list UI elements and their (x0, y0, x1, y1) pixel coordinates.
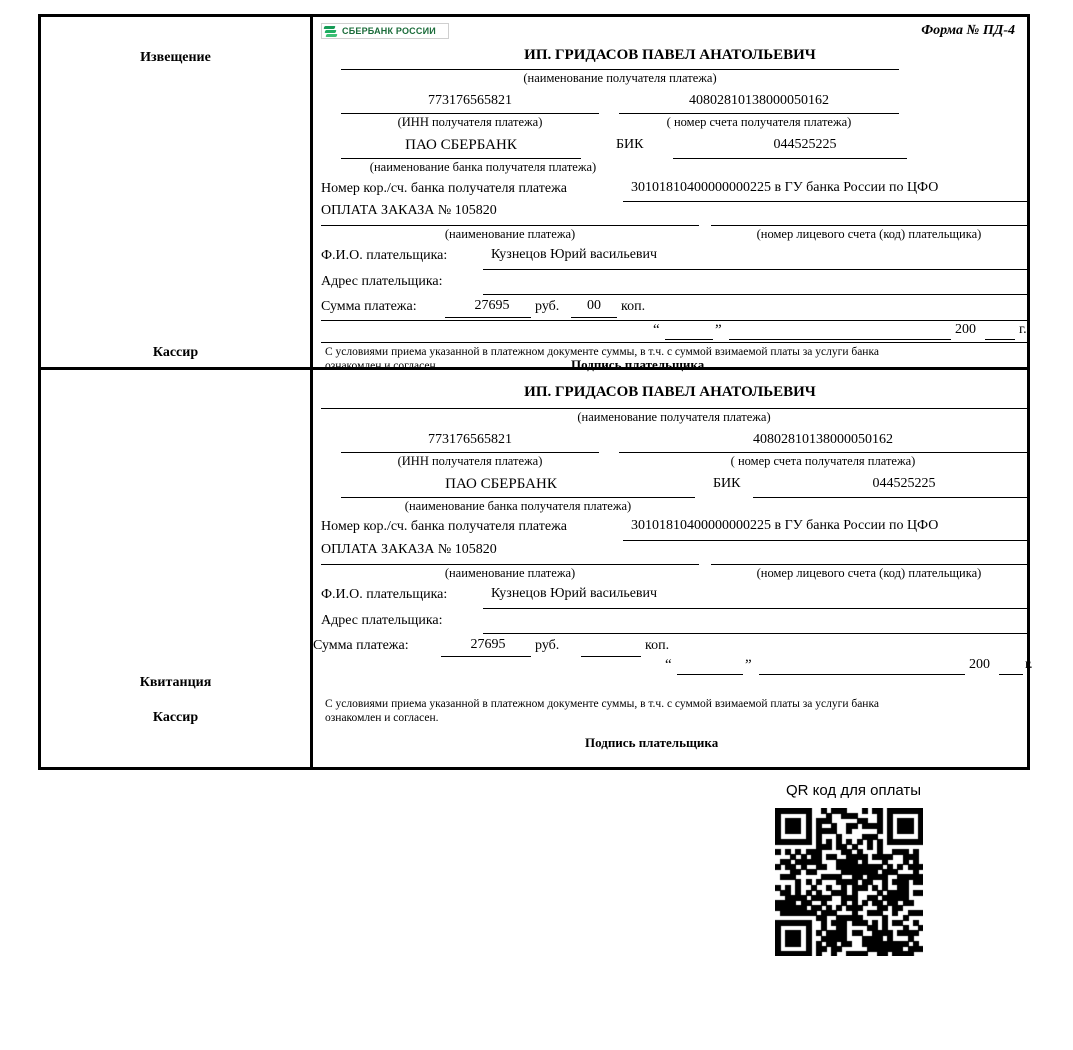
year-suffix-bottom: г. (1025, 656, 1033, 672)
account-caption-top: ( номер счета получателя платежа) (666, 115, 852, 129)
recipient-name-caption-top: (наименование получателя платежа) (523, 71, 717, 85)
date-day-rule-bottom (677, 674, 743, 675)
sum-row-rule-top (321, 320, 1027, 321)
date-day-rule-top (665, 339, 713, 340)
bank-name-rule-bottom (341, 497, 695, 498)
agreement-line2-bottom: ознакомлен и согласен. (325, 711, 439, 724)
payment-purpose-bottom: ОПЛАТА ЗАКАЗА № 105820 (321, 541, 497, 557)
payer-fio-rule-top (483, 269, 1027, 270)
bik-value-top: 044525225 (773, 137, 837, 152)
bik-value-bottom: 044525225 (872, 475, 936, 491)
notice-label: Извещение (140, 50, 211, 65)
signature-label-top: Подпись плательщика (571, 357, 705, 372)
payer-fio-rule-bottom (483, 608, 1027, 609)
account-caption-bottom: ( номер счета получателя платежа) (730, 453, 916, 468)
account-value-bottom: 40802810138000050162 (753, 431, 893, 447)
bank-name-caption-top: (наименование банка получателя платежа) (369, 160, 597, 174)
personal-account-rule-bottom (711, 564, 1027, 565)
sum-kop-value-top: 00 (587, 298, 601, 313)
bik-label-top: БИК (616, 137, 644, 152)
payment-purpose-rule-top (321, 225, 699, 226)
date-row-rule-top (321, 342, 1027, 343)
payer-address-label-bottom: Адрес плательщика: (321, 612, 443, 628)
sum-kop-rule-top (571, 317, 617, 318)
sum-rub-rule-top (445, 317, 531, 318)
receipt-right-column (313, 370, 1033, 767)
date-year-rule-bottom (999, 674, 1023, 675)
kop-word-bottom: коп. (645, 637, 670, 653)
korschet-label-bottom: Номер кор./сч. банка получателя платежа (321, 518, 567, 534)
bik-label-bottom: БИК (713, 475, 741, 491)
sum-label-top: Сумма платежа: (321, 299, 417, 314)
account-value-top: 40802810138000050162 (689, 93, 829, 108)
notice-left-column (41, 17, 313, 367)
account-rule-bottom (619, 452, 1027, 453)
agreement-line2-top: ознакомлен и согласен. (325, 360, 439, 372)
payment-form (38, 14, 1033, 770)
qr-title: QR код для оплаты (786, 782, 922, 799)
date-quote-open-bottom: “ (665, 656, 672, 673)
qr-code (775, 808, 923, 956)
form-number: Форма № ПД-4 (921, 23, 1015, 38)
inn-value-top: 773176565821 (428, 93, 512, 108)
sberbank-logo (321, 23, 449, 39)
recipient-name-rule-bottom (321, 408, 1027, 409)
personal-account-rule-top (711, 225, 1027, 226)
receipt-section (41, 370, 1033, 767)
rub-word-top: руб. (535, 299, 560, 314)
sum-kop-rule-bottom (581, 656, 641, 657)
recipient-name-top: ИП. ГРИДАСОВ ПАВЕЛ АНАТОЛЬЕВИЧ (524, 47, 816, 63)
payment-name-caption-bottom: (наименование платежа) (444, 565, 576, 580)
inn-caption-top: (ИНН получателя платежа) (397, 115, 543, 129)
agreement-line1-top: С условиями приема указанной в платежном документе суммы, в т.ч. с суммой взимаемой платы за услуги банка (325, 346, 879, 358)
sum-rub-value-bottom: 27695 (470, 636, 506, 652)
bank-name-value-top: ПАО СБЕРБАНК (405, 137, 517, 153)
rub-word-bottom: руб. (535, 637, 560, 653)
korschet-rule-bottom (623, 540, 1027, 541)
bik-rule-top (673, 158, 907, 159)
sberbank-logo-mark (324, 25, 339, 38)
inn-value-bottom: 773176565821 (428, 431, 512, 447)
korschet-value-top: 30101810400000000225 в ГУ банка России по ЦФО (631, 180, 939, 195)
date-quote-close-top: ” (715, 322, 722, 338)
korschet-value-bottom: 30101810400000000225 в ГУ банка России по ЦФО (631, 517, 939, 533)
date-month-rule-top (729, 339, 951, 340)
sberbank-logo-text: СБЕРБАНК РОССИИ (342, 26, 436, 36)
payment-purpose-rule-bottom (321, 564, 699, 565)
payment-purpose-top: ОПЛАТА ЗАКАЗА № 105820 (321, 203, 497, 218)
notice-section (41, 17, 1027, 370)
sum-rub-rule-bottom (441, 656, 531, 657)
notice-right-column (313, 17, 1027, 372)
payer-fio-value-top: Кузнецов Юрий васильевич (491, 247, 658, 262)
date-quote-open-top: “ (653, 322, 660, 338)
inn-rule-bottom (341, 452, 599, 453)
payer-address-rule-bottom (483, 633, 1027, 634)
recipient-name-caption-bottom: (наименование получателя платежа) (577, 409, 771, 424)
signature-label-bottom: Подпись плательщика (585, 734, 719, 750)
personal-account-caption-top: (номер лицевого счета (код) плательщика) (756, 227, 982, 241)
bank-name-value-bottom: ПАО СБЕРБАНК (445, 475, 557, 492)
year-prefix-top: 200 (955, 322, 976, 337)
personal-account-caption-bottom: (номер лицевого счета (код) плательщика) (756, 565, 982, 580)
year-prefix-bottom: 200 (969, 656, 990, 672)
agreement-line1-bottom: С условиями приема указанной в платежном документе суммы, в т.ч. с суммой взимаемой платы за услуги банка (325, 697, 879, 710)
date-month-rule-bottom (759, 674, 965, 675)
receipt-label: Квитанция (139, 674, 212, 690)
receipt-left-column (41, 370, 313, 767)
payment-name-caption-top: (наименование платежа) (444, 227, 576, 241)
payer-fio-value-bottom: Кузнецов Юрий васильевич (491, 585, 658, 601)
bank-name-caption-bottom: (наименование банка получателя платежа) (404, 498, 632, 513)
payer-fio-label-bottom: Ф.И.О. плательщика: (321, 586, 448, 602)
bik-rule-bottom (753, 497, 1027, 498)
date-quote-close-bottom: ” (745, 656, 752, 673)
sum-label-bottom: Сумма платежа: (313, 637, 409, 653)
inn-caption-bottom: (ИНН получателя платежа) (397, 453, 543, 468)
korschet-label-top: Номер кор./сч. банка получателя платежа (321, 181, 567, 196)
inn-rule-top (341, 113, 599, 114)
recipient-name-rule-top (341, 69, 899, 70)
sum-rub-value-top: 27695 (474, 298, 510, 313)
payer-fio-label-top: Ф.И.О. плательщика: (321, 248, 448, 263)
cashier-label-bottom: Кассир (152, 709, 199, 725)
cashier-label-top: Кассир (152, 345, 199, 360)
account-rule-top (619, 113, 899, 114)
korschet-rule-top (623, 201, 1027, 202)
recipient-name-bottom: ИП. ГРИДАСОВ ПАВЕЛ АНАТОЛЬЕВИЧ (524, 383, 816, 400)
payer-address-rule-top (483, 294, 1027, 295)
kop-word-top: коп. (621, 299, 646, 314)
date-year-rule-top (985, 339, 1015, 340)
bank-name-rule-top (341, 158, 581, 159)
year-suffix-top: г. (1019, 322, 1027, 337)
payer-address-label-top: Адрес плательщика: (321, 274, 443, 289)
